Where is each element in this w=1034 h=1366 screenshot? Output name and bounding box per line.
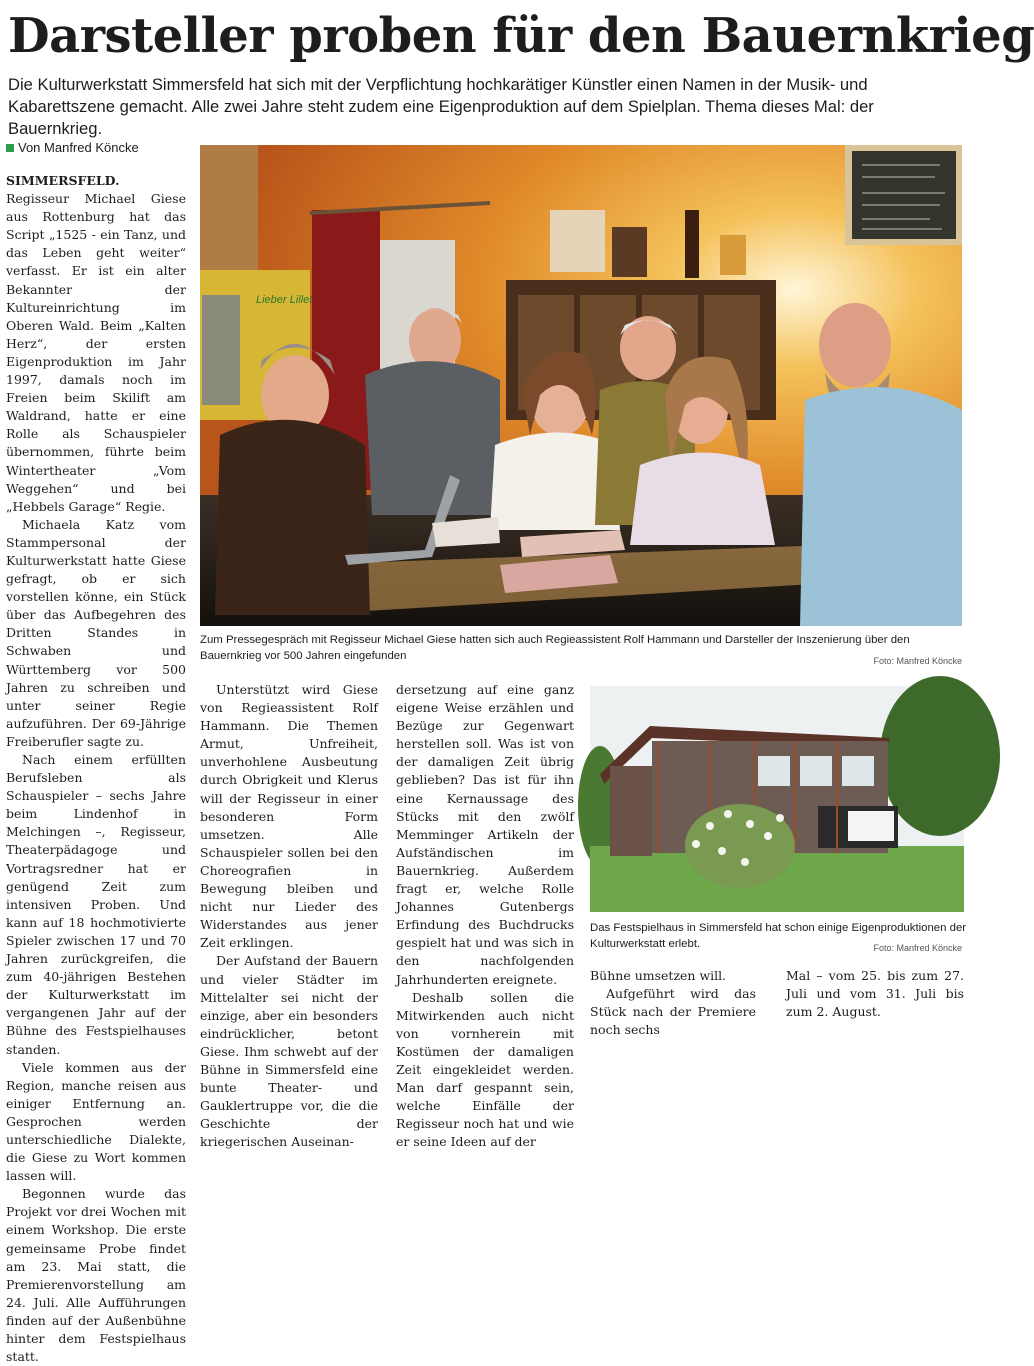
article-column-5 bbox=[786, 967, 964, 1021]
sign-lettering: Lieber Lillet bbox=[256, 294, 313, 306]
byline-author: Von Manfred Köncke bbox=[18, 140, 139, 155]
rehearsal-photo-image bbox=[200, 145, 962, 626]
article-paragraph-text: Regisseur Michael Giese aus Rottenburg hat das Script „1525 - ein Tanz, und das Leben geht weiter“ verfasst. Er ist ein alter Bekannter der Kultureinrichtung im Oberen Wald. Beim „Kalten Herz“, der ersten Eigenproduktion im Jahr 1997, damals noch im Freien beim Skilift am Waldrand, hatte er eine Rolle als Schauspieler übernommen, führte beim Wintertheater „Vom Weggehen“ und bei „Hebbels Garage“ Regie. bbox=[6, 191, 186, 514]
article-dateline: SIMMERSFELD. bbox=[6, 173, 120, 188]
article-paragraph: Nach einem erfüllten Berufsleben als Schauspieler – sechs Jahre beim Lindenhof in Melchingen –, Regisseur, Theaterpädagoge und Vortragsredner hat er genügend Zeit zum intensiven Proben. Und kann auf 18 hochmotivierte Spieler zwischen 17 und 70 Jahren zurückgreifen, die zum 40-jährigen Bestehen der Kulturwerkstatt im vergangenen Jahr auf der Bühne des Festspielhauses standen. bbox=[6, 752, 186, 1057]
article-paragraph: Begonnen wurde das Projekt vor drei Wochen mit einem Workshop. Die erste gemeinsame Probe findet am 23. Mai statt, die Premierenvorstellung am 24. Juli. Alle Aufführungen finden auf der Außenbühne hinter dem Festspielhaus statt. bbox=[6, 1186, 186, 1365]
article-paragraph: Der Aufstand der Bauern und vieler Städter im Mittelalter sei nicht der einzige, aber ein besonders eindrücklicher, betont Giese. Ihm schwebt auf der Bühne in Simmersfeld eine bunte Theater- und Gauklertruppe vor, die die Geschichte der kriegerischen Auseinan- bbox=[200, 953, 378, 1150]
article-paragraph: Unterstützt wird Giese von Regieassistent Rolf Hammann. Die Themen Armut, Unfreiheit, unverhohlene Ausbeutung durch Obrigkeit und Klerus will der Regisseur in einer besonderen Form umsetzen. Alle Schauspieler sollen bei den Choreografien in Bewegung bleiben und nicht nur Lieder des Widerstandes aus jener Zeit erklingen. bbox=[200, 682, 378, 951]
article-lede: Die Kulturwerkstatt Simmersfeld hat sich mit der Verpflichtung hochkarätiger Künstler einen Namen in der Musik- und Kabarettszene gemacht. Alle zwei Jahre steht zudem eine Eigenproduktion auf dem Spielplan. Thema dieses Mal: der Bauernkrieg. bbox=[8, 75, 874, 138]
article-paragraph: Mal – vom 25. bis zum 27. Juli und vom 31. Juli bis zum 2. August. bbox=[786, 968, 964, 1020]
article-column-1 bbox=[6, 172, 186, 1365]
festspielhaus-photo-image bbox=[590, 686, 964, 912]
festspielhaus-photo bbox=[590, 686, 964, 912]
article-paragraph: Bühne umsetzen will. bbox=[590, 968, 727, 983]
photo-caption: Zum Pressegespräch mit Regisseur Michael Giese hatten sich auch Regieassistent Rolf Hammann und Darsteller der Inszenierung über den Bauernkrieg vor 500 Jahren eingefunden bbox=[200, 634, 910, 662]
rehearsal-photo bbox=[200, 145, 962, 626]
byline-marker-icon bbox=[6, 144, 14, 152]
photo-credit: Foto: Manfred Köncke bbox=[873, 656, 962, 666]
article-paragraph: dersetzung auf eine ganz eigene Weise erzählen und Bezüge zur Gegenwart herstellen soll. Was ist von der damaligen Zeit übrig geblieben? Das ist für ihn eine Kernaussage des Stücks mit den zwölf Memminger Artikeln der Aufständischen im Bauernkrieg. Außerdem fragt er, welche Rolle Johannes Gutenbergs Erfindung des Buchdrucks gespielt hat und was sich in den nachfolgenden Jahrhunderten ereignete. bbox=[396, 682, 574, 987]
article-byline bbox=[6, 140, 139, 156]
article-paragraph bbox=[6, 172, 186, 516]
article-column-4 bbox=[590, 967, 756, 1038]
photo-credit: Foto: Manfred Köncke bbox=[873, 943, 962, 953]
article-column-3 bbox=[396, 681, 574, 1150]
article-column-2 bbox=[200, 681, 378, 1150]
article-headline: Darsteller proben für den Bauernkrieg bbox=[8, 8, 1034, 64]
article-paragraph: Aufgeführt wird das Stück nach der Premiere noch sechs bbox=[590, 986, 756, 1038]
article-paragraph: Viele kommen aus der Region, manche reisen aus einiger Entfernung an. Gesprochen werden unterschiedliche Dialekte, die Giese zu Wort kommen lassen will. bbox=[6, 1059, 186, 1184]
photo-caption: Das Festspielhaus in Simmersfeld hat schon einige Eigenproduktionen der Kulturwerkstatt erlebt. bbox=[590, 922, 967, 950]
article-paragraph: Deshalb sollen die Mitwirkenden auch nicht von vornherein mit Kostümen der damaligen Zeit eingekleidet werden. Man darf gespannt sein, welche Einfälle der Regisseur noch hat und wie er seine Ideen auf der bbox=[396, 989, 574, 1150]
article-paragraph: Michaela Katz vom Stammpersonal der Kulturwerkstatt hatte Giese gefragt, ob er sich vorstellen könne, ein Stück über das Aufbegehren des Dritten Standes in Schwaben und Württemberg vor 500 Jahren zu schreiben und unter seiner Regie aufzuführen. Der 69-Jährige Freiberufler sagte zu. bbox=[6, 516, 186, 749]
